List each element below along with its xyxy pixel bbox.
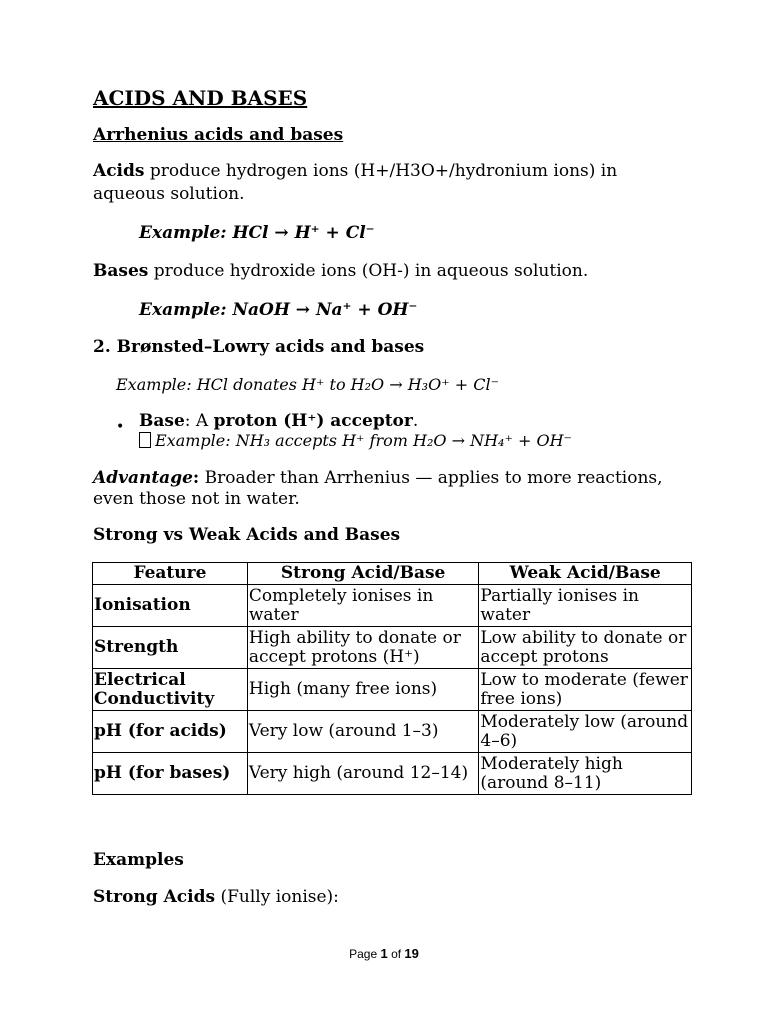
section-heading-examples: Examples xyxy=(93,850,184,870)
strong-acids-line xyxy=(93,887,339,907)
base-colon: : A xyxy=(184,411,214,431)
bullet-marker: • xyxy=(116,419,125,435)
missing-glyph-icon xyxy=(139,432,151,448)
advantage-term: Advantage xyxy=(93,468,193,488)
row-header: Strength xyxy=(93,627,248,669)
section-heading-bronsted: 2. Brønsted–Lowry acids and bases xyxy=(93,337,425,357)
page-word: Page xyxy=(349,947,378,961)
base-example xyxy=(139,431,572,450)
section-heading-arrhenius: Arrhenius acids and bases xyxy=(93,125,344,145)
acids-definition xyxy=(93,160,693,206)
table-cell: Low ability to donate or accept protons xyxy=(479,627,692,669)
page-total: 19 xyxy=(404,946,419,961)
advantage-colon: : xyxy=(192,468,200,488)
row-header: pH (for bases) xyxy=(93,753,248,795)
row-header: Ionisation xyxy=(93,585,248,627)
acids-text: produce hydrogen ions (H+/H3O+/hydronium ions) in aqueous solution. xyxy=(93,161,618,204)
table-row xyxy=(93,585,692,627)
page-footer xyxy=(0,946,768,961)
strong-acids-text: (Fully ionise): xyxy=(215,887,339,907)
table-cell: Moderately low (around 4–6) xyxy=(479,711,692,753)
table-row xyxy=(93,669,692,711)
advantage-paragraph xyxy=(93,468,693,510)
table-cell: Partially ionises in water xyxy=(479,585,692,627)
table-row xyxy=(93,627,692,669)
bases-term: Bases xyxy=(93,261,149,281)
bases-definition xyxy=(93,260,693,283)
base-example-text: Example: NH₃ accepts H⁺ from H₂O → NH₄⁺ + OH⁻ xyxy=(155,431,572,450)
of-word: of xyxy=(391,947,402,961)
acids-example: Example: HCl → H⁺ + Cl⁻ xyxy=(139,223,375,243)
row-header: Electrical Conductivity xyxy=(93,669,248,711)
strong-acids-term: Strong Acids xyxy=(93,887,216,907)
column-header: Strong Acid/Base xyxy=(247,563,479,585)
base-end: . xyxy=(412,411,419,431)
table-cell: Low to moderate (fewer free ions) xyxy=(479,669,692,711)
column-header: Weak Acid/Base xyxy=(479,563,692,585)
bronsted-example: Example: HCl donates H⁺ to H₂O → H₃O⁺ + Cl⁻ xyxy=(116,375,500,394)
table-header-row xyxy=(93,563,692,585)
table-row xyxy=(93,711,692,753)
row-header: pH (for acids) xyxy=(93,711,248,753)
table-cell: Completely ionises in water xyxy=(247,585,479,627)
base-bullet xyxy=(139,411,418,431)
table-row xyxy=(93,753,692,795)
comparison-table xyxy=(92,562,692,795)
table-cell: High ability to donate or accept protons (H⁺) xyxy=(247,627,479,669)
table-cell: Moderately high (around 8–11) xyxy=(479,753,692,795)
table-cell: Very high (around 12–14) xyxy=(247,753,479,795)
advantage-text: Broader than Arrhenius — applies to more reactions, even those not in water. xyxy=(93,468,663,509)
section-heading-strong-weak: Strong vs Weak Acids and Bases xyxy=(93,525,401,545)
base-term: Base xyxy=(139,411,185,431)
page-number: 1 xyxy=(380,946,388,961)
table-cell: High (many free ions) xyxy=(247,669,479,711)
acids-term: Acids xyxy=(93,161,145,181)
proton-acceptor: proton (H⁺) acceptor xyxy=(213,411,413,431)
bases-text: produce hydroxide ions (OH-) in aqueous solution. xyxy=(148,261,589,281)
bases-example: Example: NaOH → Na⁺ + OH⁻ xyxy=(139,300,418,320)
column-header: Feature xyxy=(93,563,248,585)
table-cell: Very low (around 1–3) xyxy=(247,711,479,753)
page-title: ACIDS AND BASES xyxy=(93,86,308,110)
